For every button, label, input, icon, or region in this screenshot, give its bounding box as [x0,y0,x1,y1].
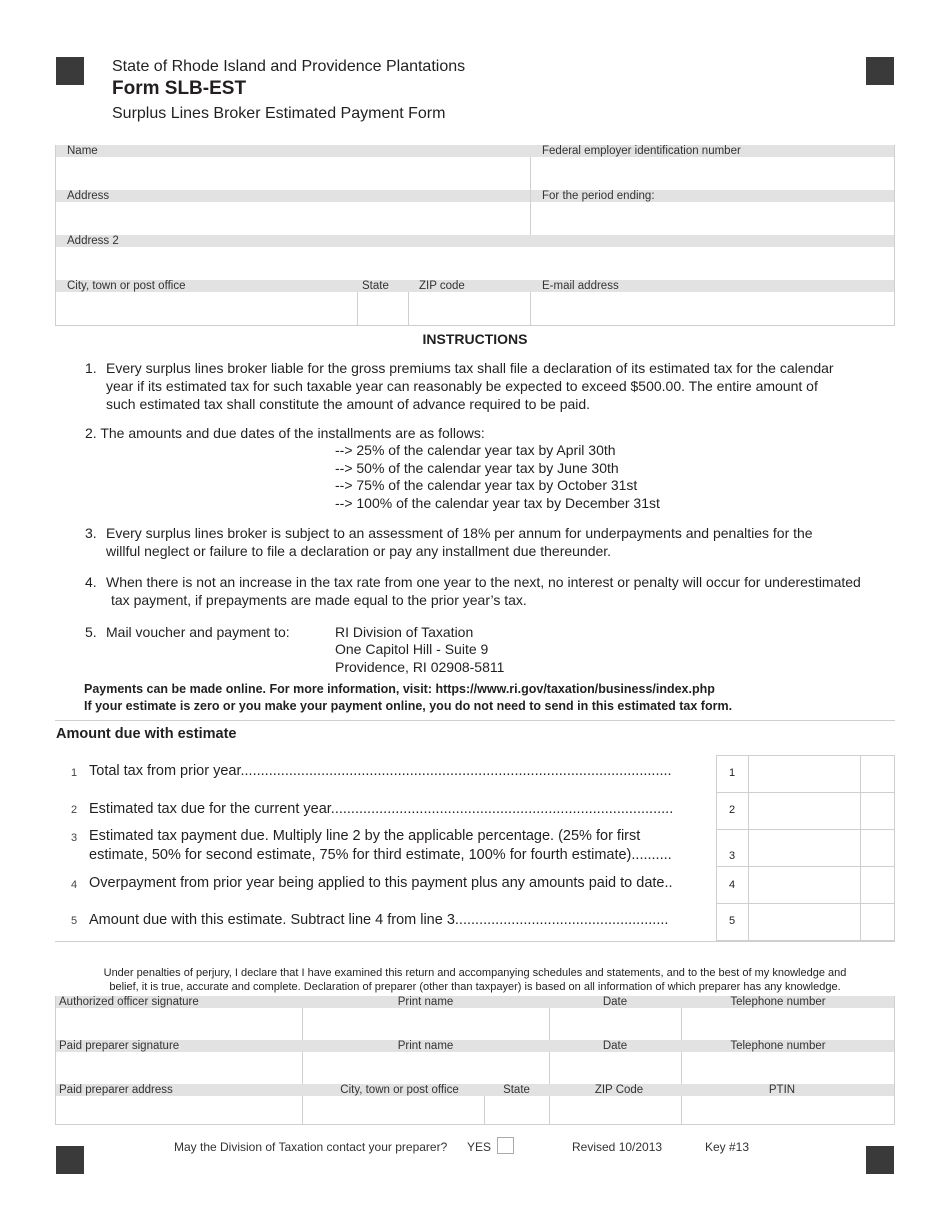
instructions-title: INSTRUCTIONS [422,331,528,347]
officer-telephone-input[interactable] [684,1009,892,1039]
mail-address-line: Providence, RI 02908-5811 [335,659,505,675]
online-payment-note: Payments can be made online. For more information, visit: https://www.ri.gov/taxation/business/index.php [84,682,715,696]
officer-print-name-input[interactable] [305,1009,547,1039]
period-ending-label: For the period ending: [542,190,655,202]
box-number: 2 [728,804,736,816]
installment-item: --> 100% of the calendar year tax by December 31st [335,495,660,511]
instruction-3-line: willful neglect or failure to file a declaration or pay any installment due thereunder. [106,543,612,559]
preparer-state-label: State [503,1084,530,1096]
mail-address-line: RI Division of Taxation [335,624,474,640]
line-5-text: Amount due with this estimate. Subtract line 4 from line 3..................................................... [89,912,669,928]
instruction-1-line: year if its estimated tax for such taxable year can reasonably be expected to exceed $500.00. The entire amount of [106,378,818,394]
line-4-cents-input[interactable] [862,868,893,902]
installment-item: --> 75% of the calendar year tax by October 31st [335,477,638,493]
line-number: 5 [71,915,78,927]
line-number: 2 [71,804,78,816]
address-input[interactable] [58,203,528,234]
preparer-print-name-input[interactable] [305,1053,547,1083]
line-3-text: Estimated tax payment due. Multiply line 2 by the applicable percentage. (25% for first [89,828,641,844]
address2-label: Address 2 [67,235,119,247]
preparer-signature-label: Paid preparer signature [59,1040,180,1052]
box-number: 3 [728,850,736,862]
zip-label: ZIP code [419,280,465,292]
ptin-input[interactable] [684,1097,892,1123]
preparer-address-input[interactable] [58,1097,300,1123]
instruction-5-label: Mail voucher and payment to: [106,624,290,640]
installment-item: --> 25% of the calendar year tax by April 30th [335,442,616,458]
email-input[interactable] [533,293,892,324]
date-label: Date [602,996,628,1008]
preparer-city-input[interactable] [305,1097,482,1123]
line-5-dollars-input[interactable] [750,905,859,939]
instruction-3-number: 3. [85,525,97,541]
registration-mark-top-right [866,57,894,85]
line-3-dollars-input[interactable] [750,831,859,865]
zip-input[interactable] [410,293,528,324]
preparer-signature-input[interactable] [58,1053,300,1083]
line-1-cents-input[interactable] [862,757,893,791]
preparer-state-input[interactable] [487,1097,547,1123]
box-number: 4 [728,879,736,891]
instruction-1-line: Every surplus lines broker liable for the gross premiums tax shall file a declaration of its estimated tax for the calendar [106,360,834,376]
preparer-date-input[interactable] [552,1053,679,1083]
state-name: State of Rhode Island and Providence Plantations [112,58,466,75]
officer-date-input[interactable] [552,1009,679,1039]
line-3-text-continued: estimate, 50% for second estimate, 75% for third estimate, 100% for fourth estimate).......... [89,847,672,863]
telephone-label: Telephone number [730,996,826,1008]
fein-label: Federal employer identification number [542,145,741,157]
preparer-zip-input[interactable] [552,1097,679,1123]
state-input[interactable] [359,293,406,324]
zero-estimate-note: If your estimate is zero or you make your payment online, you do not need to send in this estimated tax form. [84,699,733,713]
city-input[interactable] [58,293,355,324]
form-title: Surplus Lines Broker Estimated Payment Form [112,105,446,122]
name-input[interactable] [58,158,528,189]
print-name-label: Print name [397,996,454,1008]
declaration-line: Under penalties of perjury, I declare that I have examined this return and accompanying schedules and statements, and to the best of my knowledge and [103,967,847,979]
line-2-cents-input[interactable] [862,794,893,828]
fein-input[interactable] [533,158,892,189]
line-number: 3 [71,832,78,844]
revision-date: Revised 10/2013 [572,1140,663,1154]
amount-section-title: Amount due with estimate [56,726,237,742]
yes-label: YES [467,1140,492,1154]
box-number: 5 [728,915,736,927]
preparer-telephone-input[interactable] [684,1053,892,1083]
instruction-4-number: 4. [85,574,97,590]
address-label: Address [67,190,110,202]
line-2-dollars-input[interactable] [750,794,859,828]
preparer-zip-label: ZIP Code [594,1084,644,1096]
line-number: 1 [71,767,78,779]
line-5-cents-input[interactable] [862,905,893,939]
preparer-telephone-label: Telephone number [730,1040,826,1052]
instruction-4-line: When there is not an increase in the tax rate from one year to the next, no interest or penalty will occur for underestimated [106,574,861,590]
line-1-text: Total tax from prior year........................................................................................................... [89,763,672,779]
officer-signature-input[interactable] [58,1009,300,1039]
state-label: State [362,280,389,292]
ptin-label: PTIN [768,1084,796,1096]
declaration-line: belief, it is true, accurate and complete. Declaration of preparer (other than taxpayer) is based on all information of which preparer has any knowledge. [109,981,841,993]
registration-mark-bottom-right [866,1146,894,1174]
city-label: City, town or post office [67,280,186,292]
preparer-date-label: Date [602,1040,628,1052]
installment-item: --> 50% of the calendar year tax by June 30th [335,460,619,476]
instruction-4-line: tax payment, if prepayments are made equal to the prior year’s tax. [111,592,527,608]
email-label: E-mail address [542,280,619,292]
line-1-dollars-input[interactable] [750,757,859,791]
address2-input[interactable] [58,248,892,279]
registration-mark-top-left [56,57,84,85]
line-number: 4 [71,879,78,891]
preparer-address-label: Paid preparer address [59,1084,173,1096]
perjury-declaration [55,966,895,994]
mail-address-line: One Capitol Hill - Suite 9 [335,641,489,657]
officer-signature-label: Authorized officer signature [59,996,199,1008]
form-code: Form SLB-EST [112,78,247,99]
preparer-city-label: City, town or post office [340,1084,459,1096]
preparer-print-name-label: Print name [397,1040,454,1052]
line-2-text: Estimated tax due for the current year..................................................................................... [89,801,674,817]
instruction-3-line: Every surplus lines broker is subject to an assessment of 18% per annum for underpayments and penalties for the [106,525,813,541]
contact-preparer-yes-checkbox[interactable] [497,1137,514,1154]
instruction-2: 2. The amounts and due dates of the installments are as follows: [85,425,485,441]
contact-preparer-question: May the Division of Taxation contact your preparer? [174,1140,448,1154]
name-label: Name [67,145,98,157]
line-3-cents-input[interactable] [862,831,893,865]
box-number: 1 [728,767,736,779]
registration-mark-bottom-left [56,1146,84,1174]
form-key: Key #13 [705,1140,750,1154]
instruction-1-line: such estimated tax shall constitute the amount of advance required to be paid. [106,396,591,412]
instruction-5-number: 5. [85,624,97,640]
instruction-1-number: 1. [85,360,97,376]
line-4-text: Overpayment from prior year being applied to this payment plus any amounts paid to date.. [89,875,673,891]
line-4-dollars-input[interactable] [750,868,859,902]
period-ending-input[interactable] [533,203,892,234]
